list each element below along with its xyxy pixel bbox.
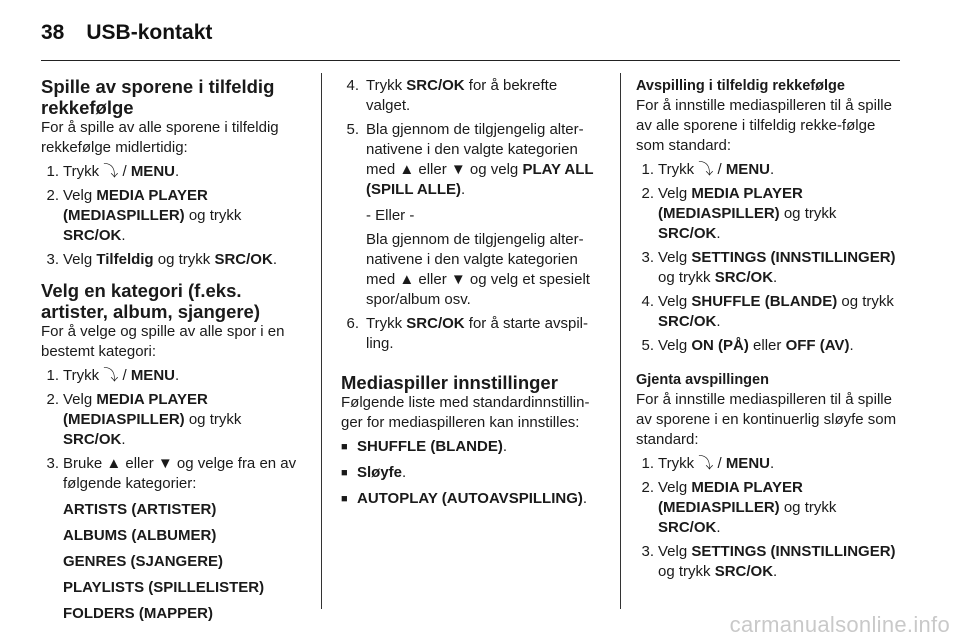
menu-key: MENU	[130, 163, 175, 180]
step-number: 4.	[346, 77, 359, 94]
steps-list	[636, 454, 902, 582]
menu-key: SRC/OK	[406, 77, 465, 94]
step-text: og trykk	[779, 205, 837, 222]
category-item: ALBUMS (ALBUMER)	[63, 527, 217, 544]
menu-option: MEDIA PLAYER (MEDIASPILLER)	[63, 187, 208, 224]
alternative-block	[341, 206, 605, 310]
section-intro: For å innstille mediaspilleren til å spille av sporene i en kontinuerlig sløyfe som standard:	[636, 391, 897, 448]
step-number: 2.	[46, 187, 59, 204]
step-text: og trykk	[658, 563, 715, 580]
menu-key: SRC/OK	[406, 315, 465, 332]
steps-list	[41, 366, 303, 494]
step-text: og trykk	[779, 499, 837, 516]
menu-option: ON (PÅ)	[691, 337, 749, 354]
step-text: /	[118, 367, 131, 384]
step-text: Velg	[658, 185, 692, 202]
step-text: Velg	[658, 479, 692, 496]
section-heading-repeat: Gjenta avspillingen	[636, 372, 769, 388]
step-text: .	[769, 455, 775, 472]
step-item	[41, 366, 303, 386]
step-number: 2.	[641, 479, 654, 496]
section-heading-shuffle-default: Avspilling i tilfeldig rekkefølge	[636, 78, 845, 94]
menu-key: SRC/OK	[714, 563, 774, 580]
alternative-text: Bla gjennom de tilgjengelig alter-nativene i den valgte kategorien med ▲ eller ▼ og velg et spesielt spor/album osv.	[366, 231, 590, 308]
step-text: .	[174, 163, 180, 180]
or-label: - Eller -	[366, 207, 415, 224]
page-title: USB-kontakt	[86, 21, 213, 44]
step-number: 3.	[46, 251, 59, 268]
step-number: 5.	[641, 337, 654, 354]
step-number: 6.	[346, 315, 359, 332]
punctuation: .	[502, 438, 507, 455]
header-divider	[41, 60, 900, 61]
menu-key: MENU	[725, 455, 770, 472]
step-text: eller	[748, 337, 786, 354]
settings-list	[341, 437, 605, 509]
step-text: .	[849, 337, 854, 354]
steps-list	[41, 162, 303, 270]
step-number: 2.	[641, 185, 654, 202]
menu-key: SRC/OK	[214, 251, 273, 268]
back-arrow-icon: ⤵	[698, 161, 714, 178]
menu-option: MEDIA PLAYER (MEDIASPILLER)	[658, 185, 803, 222]
menu-key: MENU	[130, 367, 175, 384]
step-item	[341, 76, 605, 116]
step-item	[636, 336, 902, 356]
step-number: 5.	[346, 121, 359, 138]
section-intro: Følgende liste med standardinnstillin-ger for mediaspilleren kan innstilles:	[341, 394, 590, 431]
section-heading-category: Velg en kategori (f.eks. artister, album, sjangere)	[41, 280, 261, 322]
step-text: .	[121, 227, 126, 244]
step-text: .	[272, 251, 277, 268]
step-item	[41, 390, 303, 450]
step-text: og trykk	[153, 251, 215, 268]
section-intro: For å spille av alle sporene i tilfeldig rekkefølge midlertidig:	[41, 119, 279, 156]
step-item	[636, 184, 902, 244]
step-text: Trykk	[63, 367, 104, 384]
setting-label: AUTOPLAY (AUTOAVSPILLING)	[357, 490, 583, 507]
setting-label: Sløyfe	[357, 464, 403, 481]
step-item	[636, 292, 902, 332]
menu-key: SRC/OK	[658, 225, 717, 242]
step-text: og trykk	[184, 207, 242, 224]
setting-item	[341, 489, 605, 509]
step-text: Trykk	[658, 161, 699, 178]
step-item	[41, 250, 303, 270]
step-text: /	[713, 161, 726, 178]
step-number: 1.	[641, 455, 654, 472]
menu-option: SETTINGS (INNSTILLINGER)	[691, 249, 896, 266]
step-text: Velg	[658, 293, 692, 310]
step-item	[41, 454, 303, 494]
step-item	[636, 248, 902, 288]
step-text: Velg	[658, 337, 692, 354]
setting-item	[341, 463, 605, 483]
column-2	[341, 76, 605, 519]
menu-option: MEDIA PLAYER (MEDIASPILLER)	[63, 391, 208, 428]
menu-key: SRC/OK	[63, 227, 122, 244]
step-text: .	[461, 181, 466, 198]
step-text: og trykk	[658, 269, 715, 286]
step-text: Velg	[63, 187, 97, 204]
back-arrow-icon: ⤵	[103, 367, 119, 384]
step-number: 1.	[46, 163, 59, 180]
step-text: /	[713, 455, 726, 472]
step-text: Trykk	[366, 315, 407, 332]
step-number: 1.	[641, 161, 654, 178]
step-item	[41, 186, 303, 246]
category-item: GENRES (SJANGERE)	[63, 553, 224, 570]
setting-label: SHUFFLE (BLANDE)	[357, 438, 503, 455]
steps-list	[341, 314, 605, 354]
menu-option: SHUFFLE (BLANDE)	[691, 293, 838, 310]
step-item	[636, 454, 902, 474]
column-1	[41, 76, 303, 630]
setting-item	[341, 437, 605, 457]
punctuation: .	[582, 490, 588, 507]
step-text: Trykk	[63, 163, 104, 180]
menu-option: OFF (AV)	[785, 337, 850, 354]
step-text: /	[118, 163, 131, 180]
column-divider-1	[321, 73, 322, 609]
page-number: 38	[41, 21, 65, 44]
menu-key: SRC/OK	[658, 519, 717, 536]
watermark: carmanualsonline.info	[729, 612, 950, 637]
menu-option: Tilfeldig	[96, 251, 154, 268]
menu-key: SRC/OK	[658, 313, 717, 330]
step-item	[341, 314, 605, 354]
column-3	[636, 76, 902, 592]
step-text: .	[716, 313, 721, 330]
step-text: Velg	[63, 391, 97, 408]
step-text: .	[716, 519, 721, 536]
steps-list	[341, 76, 605, 200]
page-header	[41, 18, 212, 48]
category-item: FOLDERS (MAPPER)	[63, 605, 213, 622]
menu-key: MENU	[725, 161, 770, 178]
step-text: Velg	[63, 251, 97, 268]
step-text: Bla gjennom de tilgjengelig alter-nativene i den valgte kategorien med ▲ eller ▼ og velg	[366, 121, 584, 178]
menu-key: SRC/OK	[63, 431, 122, 448]
step-text: Velg	[658, 249, 692, 266]
section-intro: For å velge og spille av alle spor i en bestemt kategori:	[41, 323, 285, 360]
section-heading-random-play: Spille av sporene i tilfeldig rekkefølge	[41, 76, 275, 118]
category-item: ARTISTS (ARTISTER)	[63, 501, 217, 518]
step-text: Bruke ▲ eller ▼ og velge fra en av følgende kategorier:	[63, 455, 297, 492]
step-text: Trykk	[658, 455, 699, 472]
category-list	[41, 500, 303, 624]
step-item	[636, 478, 902, 538]
menu-option: SETTINGS (INNSTILLINGER)	[691, 543, 896, 560]
column-divider-2	[620, 73, 621, 609]
step-item	[341, 120, 605, 200]
menu-option: MEDIA PLAYER (MEDIASPILLER)	[658, 479, 803, 516]
section-intro: For å innstille mediaspilleren til å spille av alle sporene i tilfeldig rekke-følge som standard:	[636, 97, 892, 154]
step-number: 3.	[641, 249, 654, 266]
step-number: 3.	[641, 543, 654, 560]
step-text: for å starte avspil-ling.	[366, 315, 589, 352]
step-text: og trykk	[184, 411, 242, 428]
step-item	[636, 542, 902, 582]
step-number: 2.	[46, 391, 59, 408]
steps-list	[636, 160, 902, 356]
step-text: og trykk	[837, 293, 894, 310]
step-text: .	[174, 367, 180, 384]
step-text: .	[121, 431, 126, 448]
step-text: .	[773, 269, 778, 286]
punctuation: .	[402, 464, 407, 481]
back-arrow-icon: ⤵	[698, 455, 714, 472]
step-number: 3.	[46, 455, 59, 472]
back-arrow-icon: ⤵	[103, 163, 119, 180]
step-number: 4.	[641, 293, 654, 310]
menu-option: PLAY ALL (SPILL ALLE)	[366, 161, 594, 198]
step-text: Trykk	[366, 77, 407, 94]
step-item	[41, 162, 303, 182]
step-text: .	[773, 563, 778, 580]
menu-key: SRC/OK	[714, 269, 774, 286]
section-heading-settings: Mediaspiller innstillinger	[341, 372, 558, 393]
step-item	[636, 160, 902, 180]
step-text: .	[716, 225, 721, 242]
category-item: PLAYLISTS (SPILLELISTER)	[63, 579, 265, 596]
step-text: .	[769, 161, 775, 178]
step-number: 1.	[46, 367, 59, 384]
step-text: Velg	[658, 543, 692, 560]
step-text: for å bekrefte valget.	[366, 77, 558, 114]
